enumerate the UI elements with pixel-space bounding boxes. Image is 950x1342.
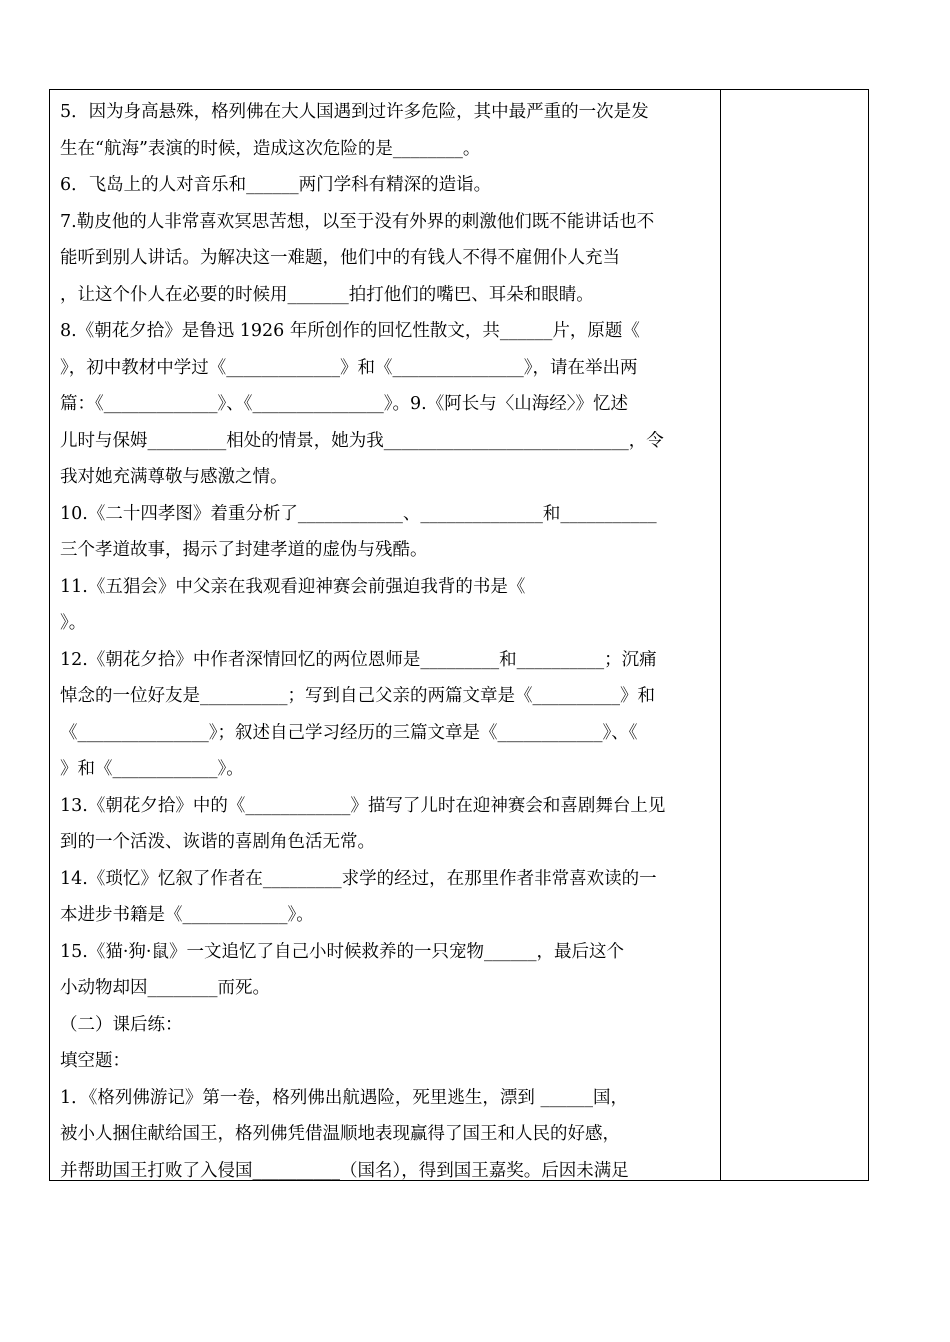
text-line: 8.《朝花夕拾》是鲁迅 1926 年所创作的回忆性散文，共______片，原题《 [60, 321, 640, 341]
text-line: ，让这个仆人在必要的时候用_______拍打他们的嘴巴、耳朵和眼睛。 [60, 284, 594, 305]
text-line: 10.《二十四孝图》着重分析了____________、______________和___________ [60, 503, 657, 524]
text-line: 》和《____________》。 [60, 759, 244, 779]
text-line: 篇：《_____________》、《_______________》。9.《阿长与〈山海经〉》忆述 [60, 394, 628, 414]
table [49, 89, 869, 1181]
text-line: 能听到别人讲话。为解决这一难题，他们中的有钱人不得不雇佣仆人充当 [60, 248, 620, 268]
text-line: 生在“航海”表演的时候，造成这次危险的是________。 [60, 138, 481, 159]
text-line: 小动物却因________而死。 [60, 978, 270, 998]
section-heading: （二）课后练： [60, 1014, 183, 1035]
question-text [50, 90, 720, 1189]
text-line: 《_______________》；叙述自己学习经历的三篇文章是《____________》、《 [60, 722, 638, 743]
text-line: 6．飞岛上的人对音乐和______两门学科有精深的造诣。 [60, 175, 492, 195]
content-cell [50, 90, 721, 1180]
text-line: 悼念的一位好友是__________；写到自己父亲的两篇文章是《__________》和 [60, 686, 655, 706]
text-line: 1．《格列佛游记》第一卷，格列佛出航遇险，死里逃生，漂到 ______国， [60, 1087, 628, 1108]
text-line: 本进步书籍是《____________》。 [60, 905, 314, 925]
text-line: 儿时与保姆_________相处的情景，她为我____________________________，令 [60, 430, 664, 451]
text-line: 并帮助国王打败了入侵国__________（国名），得到国王嘉奖。后因未满足 [60, 1160, 629, 1181]
text-line: 》。 [60, 613, 87, 633]
text-line: 》，初中教材中学过《_____________》和《_______________》，请在举出两 [60, 357, 638, 378]
text-line: 5．因为身高悬殊，格列佛在大人国遇到过许多危险，其中最严重的一次是发 [60, 102, 649, 122]
text-line: 12.《朝花夕拾》中作者深情回忆的两位恩师是_________和__________；沉痛 [60, 649, 657, 670]
text-line: 三个孝道故事，揭示了封建孝道的虚伪与残酷。 [60, 540, 428, 560]
text-line: 15.《猫·狗·鼠》一文追忆了自己小时候救养的一只宠物______，最后这个 [60, 941, 624, 962]
text-line: 11.《五猖会》中父亲在我观看迎神赛会前强迫我背的书是《 [60, 576, 526, 597]
text-line: 到的一个活泼、诙谐的喜剧角色活无常。 [60, 832, 375, 852]
text-line: 7.勒皮他的人非常喜欢冥思苦想，以至于没有外界的刺激他们既不能讲话也不 [60, 211, 655, 232]
notes-cell [721, 90, 868, 1180]
text-line: 我对她充满尊敬与感激之情。 [60, 467, 288, 487]
subheading: 填空题： [60, 1051, 130, 1071]
text-line: 被小人捆住献给国王，格列佛凭借温顺地表现赢得了国王和人民的好感， [60, 1124, 620, 1144]
text-line: 14.《琐忆》忆叙了作者在_________求学的经过，在那里作者非常喜欢读的一 [60, 868, 657, 889]
text-line: 13.《朝花夕拾》中的《____________》描写了儿时在迎神赛会和喜剧舞台上见 [60, 795, 666, 816]
